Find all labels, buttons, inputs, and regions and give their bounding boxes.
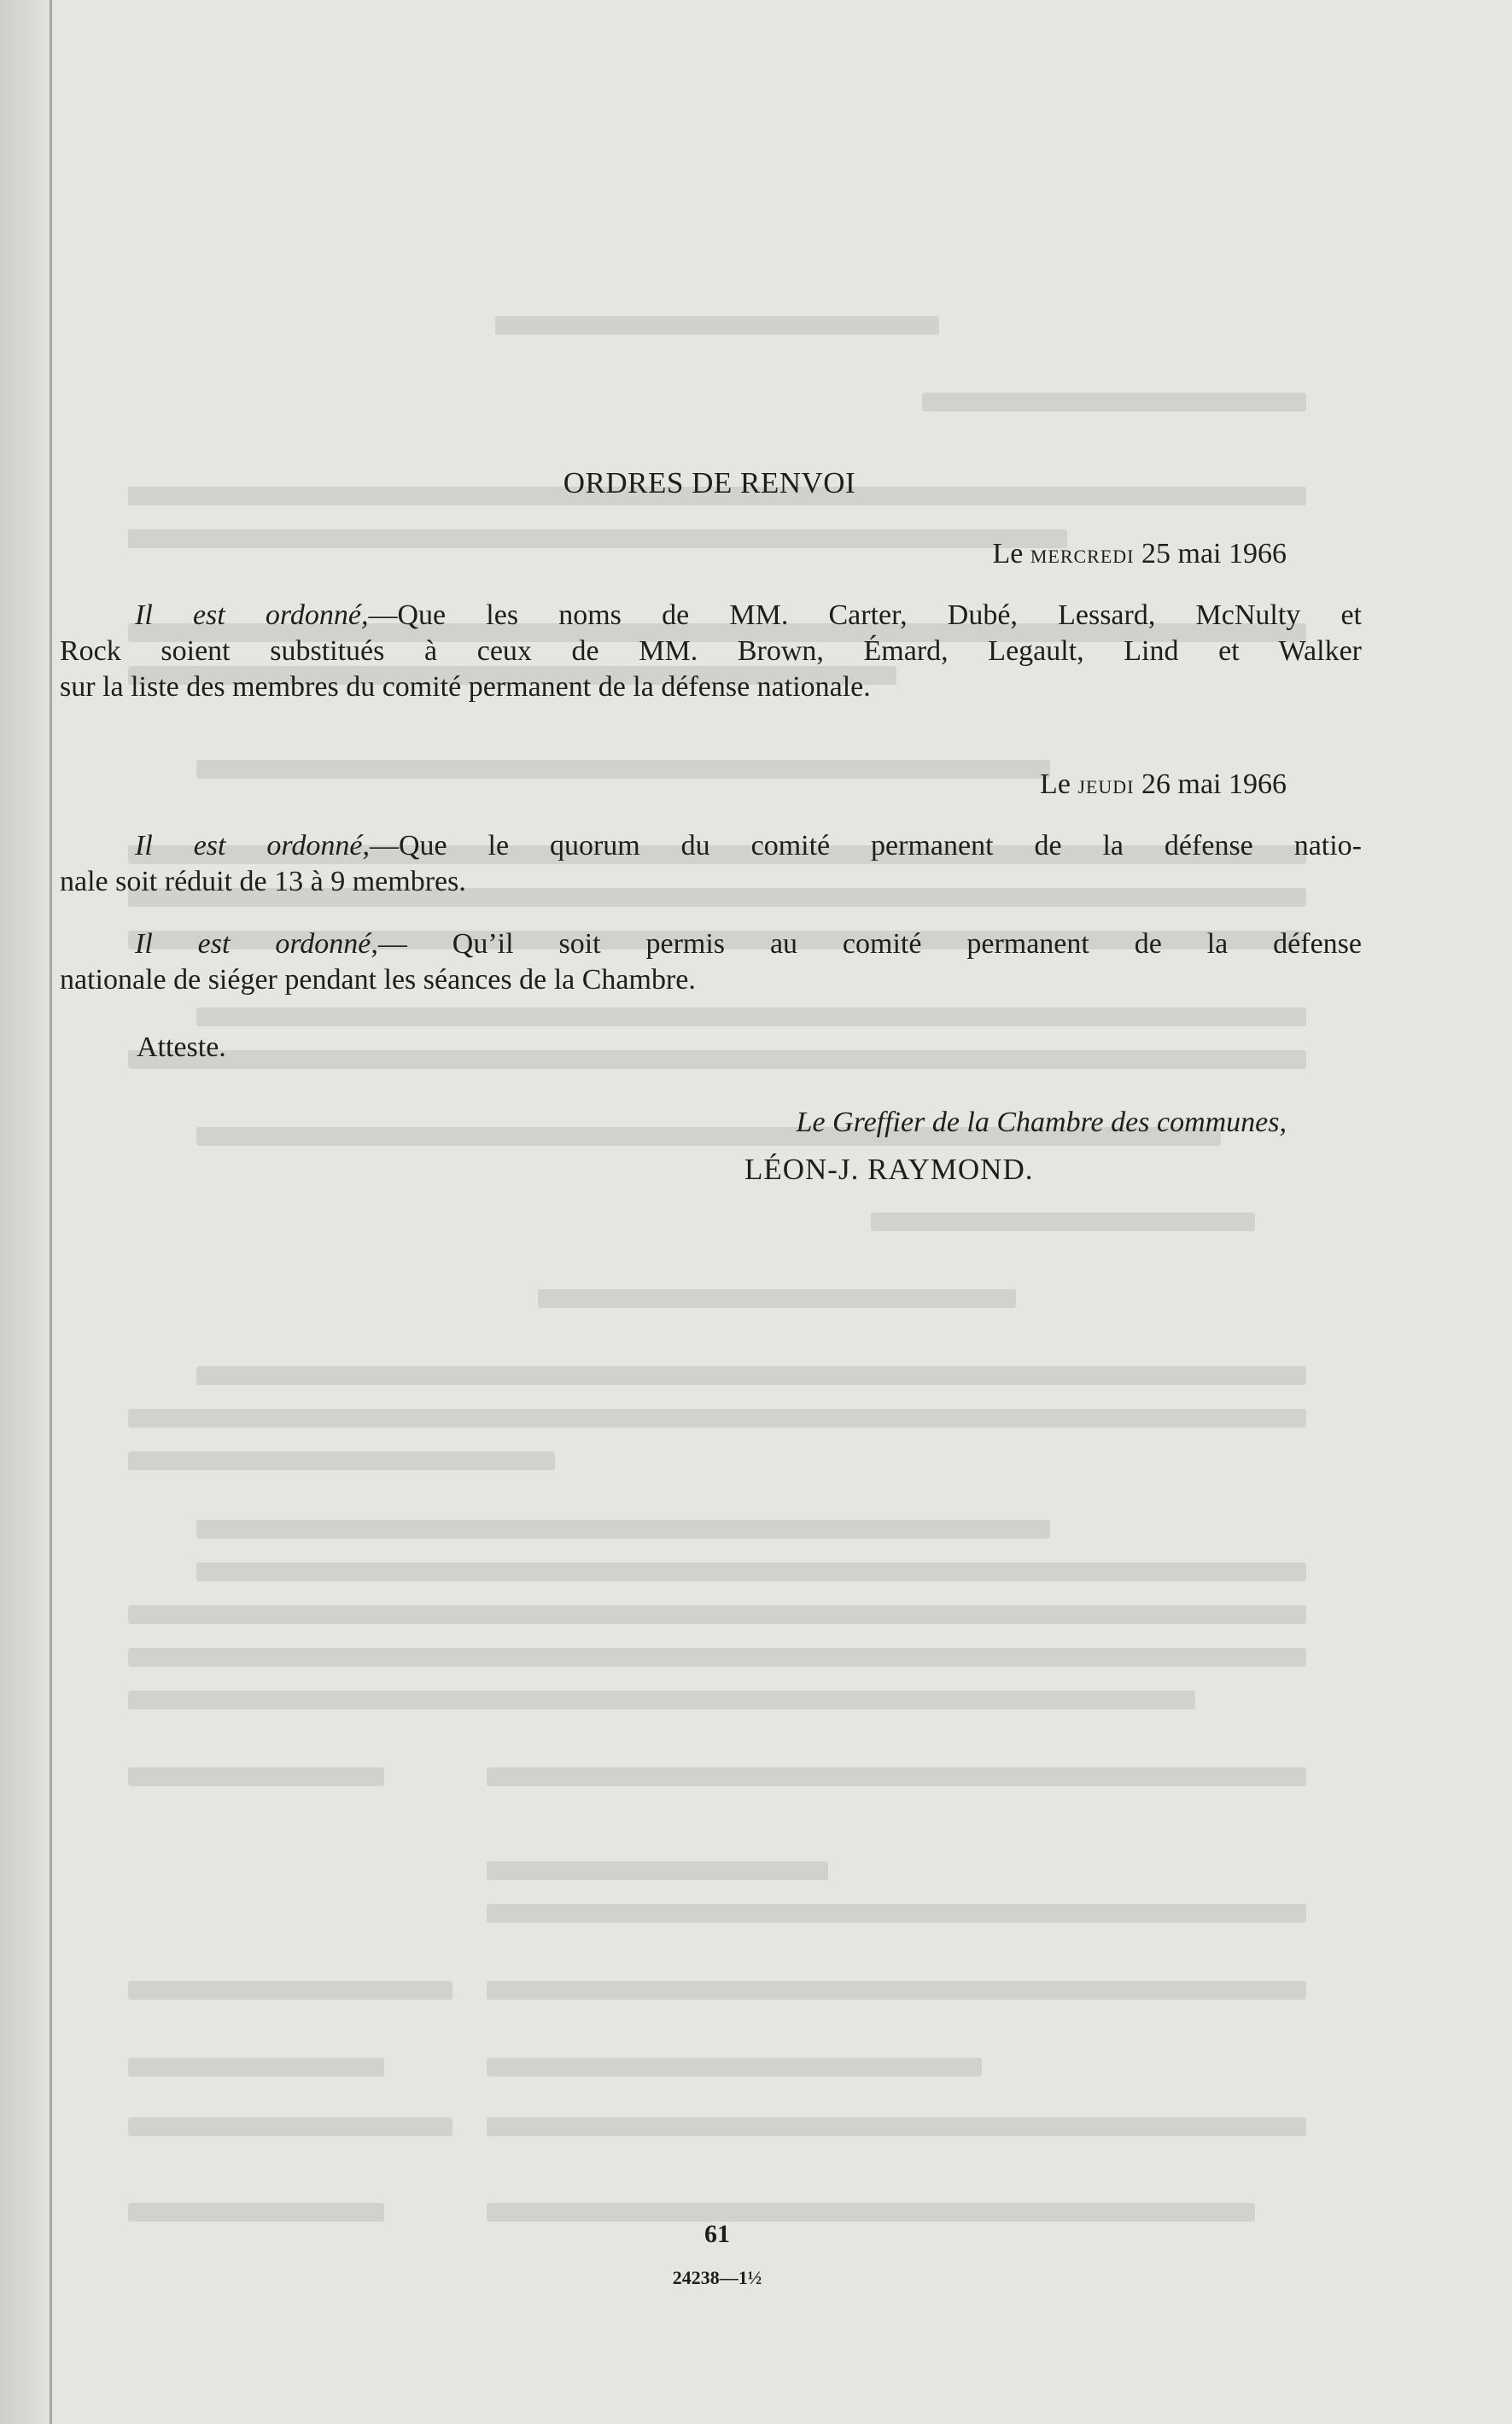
date-weekday: mercredi [1030, 539, 1135, 569]
order-1-line-3: sur la liste des membres du comité permanent de la défense nationale. [60, 671, 871, 703]
print-code: 24238—1½ [672, 2267, 762, 2288]
order-lead: Il est ordonné, [135, 599, 369, 631]
order-2-paragraph-2 [60, 926, 1362, 998]
order-3-line-1: Il est ordonné,— Qu’il soit permis au comité permanent de la défense [135, 928, 1362, 960]
attestation: Atteste. [137, 1031, 226, 1063]
date-weekday: jeudi [1077, 769, 1135, 799]
dateline-order-2 [1040, 768, 1287, 801]
date-prefix: Le [992, 538, 1024, 569]
binding-gutter [0, 0, 55, 2424]
order-1-paragraph [60, 598, 1362, 705]
date-value: 25 mai 1966 [1141, 538, 1287, 569]
order-1-line-2: Rock soient substitués à ceux de MM. Brown, Émard, Legault, Lind et Walker [60, 635, 1362, 667]
binding-edge-line [50, 0, 52, 2424]
order-lead: Il est ordonné, [135, 928, 378, 960]
signature-title: Le Greffier de la Chambre des communes, [796, 1107, 1287, 1138]
date-value: 26 mai 1966 [1141, 768, 1287, 800]
order-2-line-2: nale soit réduit de 13 à 9 membres. [60, 866, 466, 897]
signature-name: LÉON-J. RAYMOND. [744, 1153, 1034, 1186]
order-2-line-1: Il est ordonné,—Que le quorum du comité permanent de la défense natio- [135, 830, 1362, 862]
order-lead: Il est ordonné, [135, 830, 370, 862]
order-2-paragraph-1 [60, 828, 1362, 900]
order-3-line-2: nationale de siéger pendant les séances de la Chambre. [60, 964, 696, 996]
bleed-through-text [128, 282, 1306, 2246]
date-prefix: Le [1040, 768, 1071, 800]
section-heading: ORDRES DE RENVOI [563, 466, 856, 499]
page-number: 61 [704, 2220, 730, 2248]
dateline-order-1 [992, 538, 1287, 570]
order-1-line-1: Il est ordonné,—Que les noms de MM. Carter, Dubé, Lessard, McNulty et [135, 599, 1362, 631]
